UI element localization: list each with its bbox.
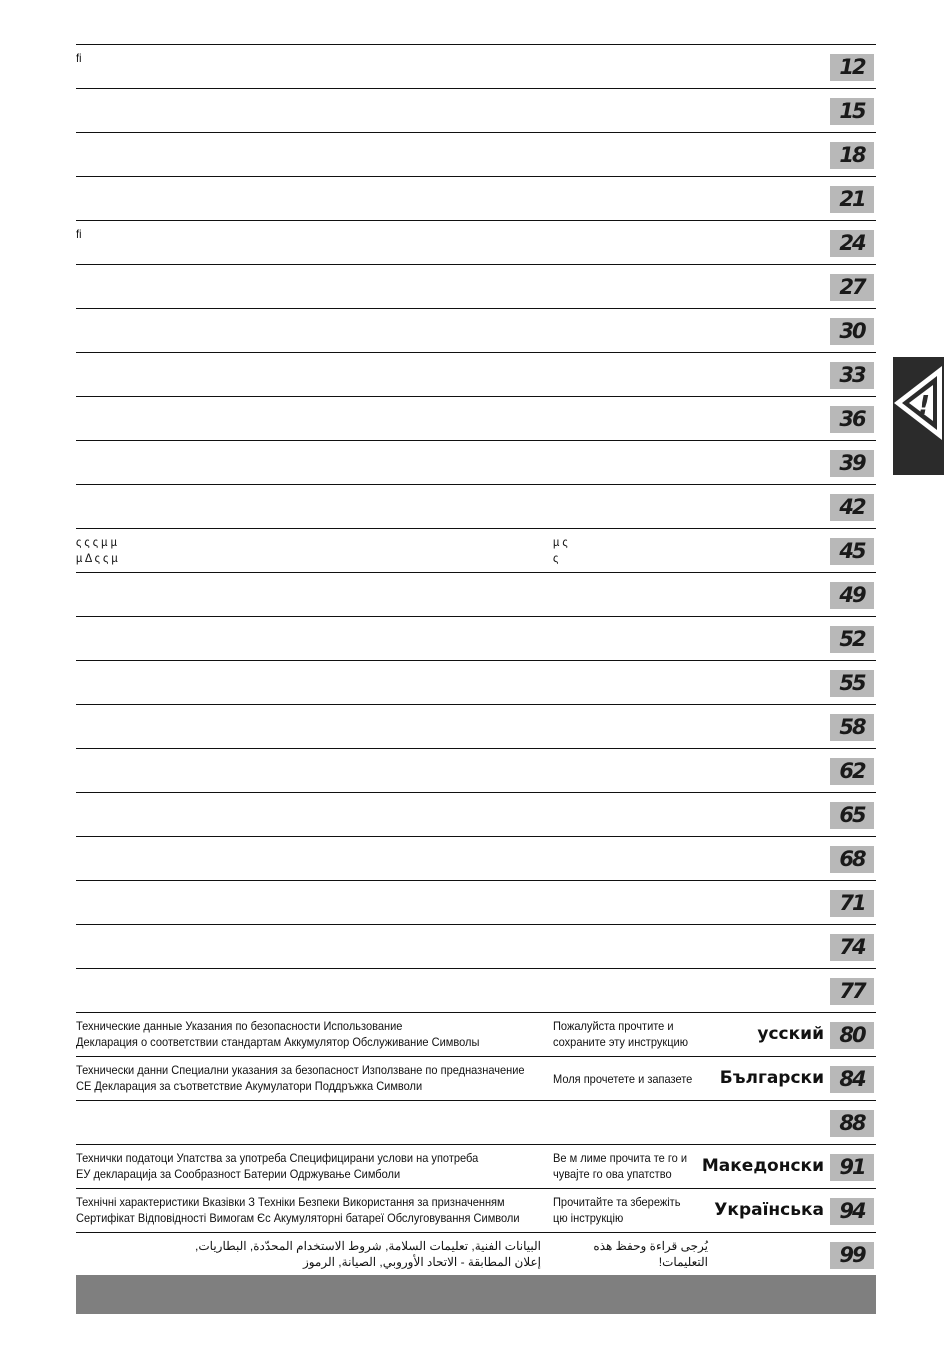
toc-row: [76, 528, 876, 572]
section-topics: [76, 534, 508, 566]
read-instruction-note: [553, 1018, 700, 1050]
page-number-badge[interactable]: 91: [830, 1154, 874, 1181]
read-instruction-note: [553, 1071, 700, 1087]
toc-row: [76, 836, 876, 880]
toc-row: [76, 220, 876, 264]
page-number-badge[interactable]: 80: [830, 1022, 874, 1049]
page-number-badge[interactable]: 71: [830, 890, 874, 917]
read-instruction-line: ς: [553, 551, 559, 565]
section-topics: [76, 226, 508, 242]
toc-row: [76, 352, 876, 396]
section-topics-line: Сертифікат Відповідності Вимогам Єс Акумуляторні батареї Обслуговування Символи: [76, 1211, 520, 1225]
toc-row: [76, 484, 876, 528]
toc-row: [76, 1100, 876, 1144]
section-topics: [76, 50, 508, 66]
page-number-badge[interactable]: 27: [830, 274, 874, 301]
toc-row: [76, 1144, 876, 1188]
section-topics-line: Технические данные Указания по безопасности Использование: [76, 1019, 403, 1033]
section-topics: [76, 1062, 525, 1094]
toc-row: [76, 264, 876, 308]
warning-tab: [893, 357, 944, 475]
section-topics: [76, 1018, 508, 1050]
read-instruction-line: чувајте го ова упатство: [553, 1167, 672, 1181]
page-number-badge[interactable]: 33: [830, 362, 874, 389]
read-instruction-note: [553, 534, 700, 566]
section-topics-line: µ Δ ς ς µ: [76, 551, 118, 565]
toc-row: [76, 1056, 876, 1100]
section-topics-line: Технички податоци Упатства за употреба Специфицирани услови на употреба: [76, 1151, 479, 1165]
page-number-badge[interactable]: 45: [830, 538, 874, 565]
page-number-badge[interactable]: 68: [830, 846, 874, 873]
toc-row: [76, 396, 876, 440]
page-number-badge[interactable]: 18: [830, 142, 874, 169]
section-topics: [76, 1194, 520, 1226]
page-number-badge[interactable]: 30: [830, 318, 874, 345]
footer-bar: [76, 1275, 876, 1314]
section-topics-line: ﬁ: [76, 51, 82, 65]
page-number-badge[interactable]: 65: [830, 802, 874, 829]
page-number-badge[interactable]: 12: [830, 54, 874, 81]
toc-row: [76, 704, 876, 748]
toc-row: [76, 1012, 876, 1056]
page-number-badge[interactable]: 62: [830, 758, 874, 785]
read-instruction-line: Пожалуйста прочтите и: [553, 1019, 674, 1033]
page-number-badge[interactable]: 21: [830, 186, 874, 213]
page-number-badge[interactable]: 94: [830, 1198, 874, 1225]
toc-row: [76, 748, 876, 792]
section-topics-line: Технически данни Специални указания за безопасност Използване по предназначение: [76, 1063, 525, 1077]
section-topics-line: Технічні характеристики Вказівки З Техніки Безпеки Використання за призначенням: [76, 1195, 505, 1209]
page-number-badge[interactable]: 74: [830, 934, 874, 961]
table-of-contents: [76, 44, 876, 1276]
page-number-badge[interactable]: 84: [830, 1066, 874, 1093]
toc-row: [76, 792, 876, 836]
toc-row: [76, 440, 876, 484]
read-instruction-line: сохраните эту инструкцию: [553, 1035, 689, 1049]
toc-row: [76, 44, 876, 88]
page-number-badge[interactable]: 58: [830, 714, 874, 741]
toc-row: [76, 968, 876, 1012]
toc-row: [76, 176, 876, 220]
warning-triangle-icon: [893, 363, 944, 443]
read-instruction-line: Прочитайте та збережіть: [553, 1195, 681, 1209]
language-name: Български: [719, 1068, 824, 1088]
section-topics-line: ς ς ς µ µ: [76, 535, 117, 549]
section-topics-line: Декларация о соответствии стандартам Аккумулятор Обслуживание Символы: [76, 1035, 480, 1049]
toc-row: [76, 1188, 876, 1232]
section-topics-line: البيانات الفنية, تعليمات السلامة, شروط الاستخدام المحدّدة, البطاريات,: [195, 1239, 541, 1253]
page-number-badge[interactable]: 24: [830, 230, 874, 257]
toc-row: [76, 924, 876, 968]
page-number-badge[interactable]: 49: [830, 582, 874, 609]
read-instruction-note: [553, 1150, 700, 1182]
toc-row: [76, 88, 876, 132]
toc-row: [76, 308, 876, 352]
read-instruction-line: µ ς: [553, 535, 568, 549]
toc-row: [76, 880, 876, 924]
toc-row: [76, 572, 876, 616]
language-name: Українська: [714, 1200, 824, 1220]
read-instruction-note: [553, 1238, 708, 1270]
section-topics-line: ЕУ декларација за Сообразност Батерии Одржување Симболи: [76, 1167, 401, 1181]
section-topics-line: CE Декларация за съответствие Акумулатори Поддръжка Символи: [76, 1079, 423, 1093]
svg-text:!: !: [918, 391, 930, 421]
page-number-badge[interactable]: 55: [830, 670, 874, 697]
read-instruction-line: Ве м лиме прочита те го и: [553, 1151, 688, 1165]
read-instruction-line: Моля прочетете и запазете: [553, 1072, 693, 1086]
page-number-badge[interactable]: 39: [830, 450, 874, 477]
section-topics-line: ﬁ: [76, 227, 82, 241]
page-number-badge[interactable]: 42: [830, 494, 874, 521]
read-instruction-note: [553, 1194, 700, 1226]
page-number-badge[interactable]: 36: [830, 406, 874, 433]
section-topics: [76, 1150, 508, 1182]
read-instruction-line: التعليمات!: [658, 1255, 708, 1269]
toc-row: [76, 616, 876, 660]
page-number-badge[interactable]: 77: [830, 978, 874, 1005]
section-topics: [76, 1238, 541, 1270]
page-number-badge[interactable]: 88: [830, 1110, 874, 1137]
page-number-badge[interactable]: 15: [830, 98, 874, 125]
read-instruction-line: يُرجى قراءة وحفظ هذه: [593, 1239, 708, 1253]
page-number-badge[interactable]: 52: [830, 626, 874, 653]
page-number-badge[interactable]: 99: [830, 1242, 874, 1269]
language-name: усский: [757, 1024, 824, 1044]
toc-row: [76, 1232, 876, 1276]
language-name: Македонски: [701, 1156, 824, 1176]
section-topics-line: إعلان المطابقة - الاتحاد الأوروبي, الصيانة, الرموز: [302, 1255, 541, 1269]
toc-row: [76, 132, 876, 176]
read-instruction-line: цю інструкцію: [553, 1211, 624, 1225]
toc-row: [76, 660, 876, 704]
